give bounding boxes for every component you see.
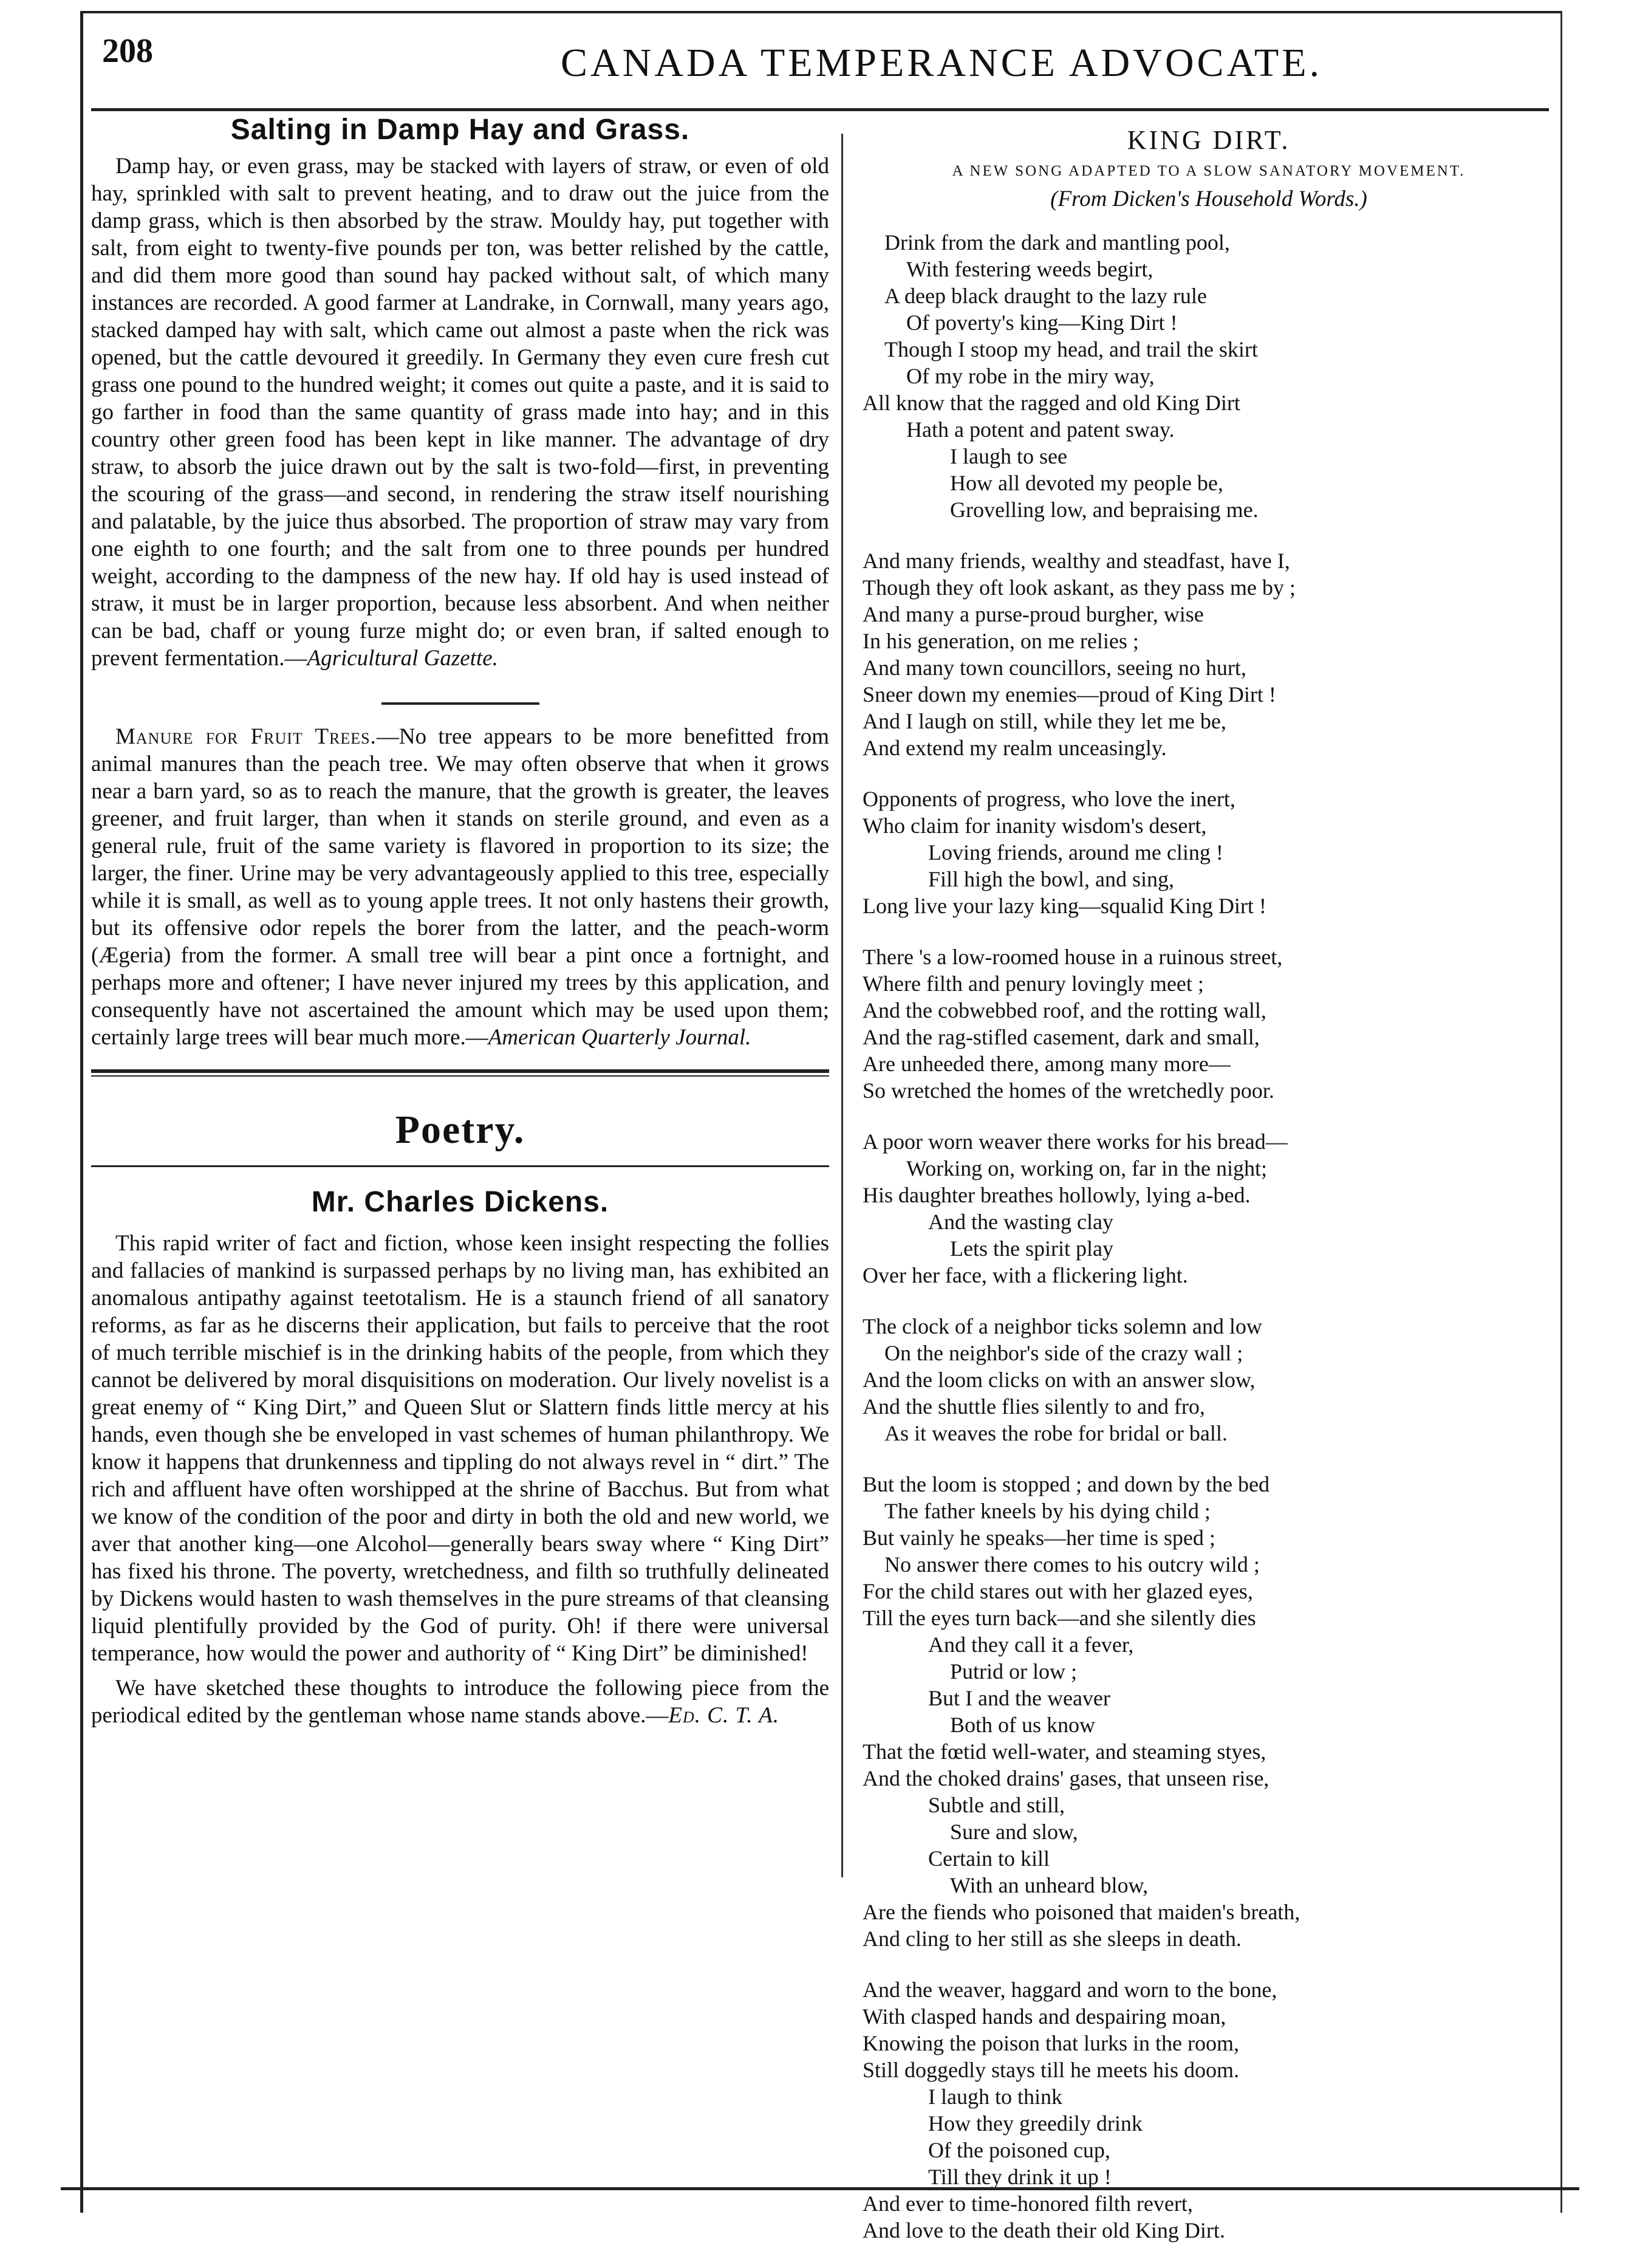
poem-line: And love to the death their old King Dirt. xyxy=(863,2218,1225,2242)
poem-line: The father kneels by his dying child ; xyxy=(884,1499,1211,1523)
article-separator xyxy=(381,702,539,705)
poem-stanza xyxy=(863,229,1555,523)
poem-line: And I laugh on still, while they let me be, xyxy=(863,709,1226,733)
poem-line: On the neighbor's side of the crazy wall ; xyxy=(884,1341,1243,1365)
poem-line: And many town councillors, seeing no hurt, xyxy=(863,656,1246,680)
manure-body xyxy=(91,723,829,1051)
poem-line: In his generation, on me relies ; xyxy=(863,629,1139,653)
manure-text: —No tree appears to be more benefitted from animal manures than the peach tree. We may often observe that when it grows near a barn yard, so as to reach the manure, that the growth is greater, the leaves greener, and fruit larger, than when it stands on sterile ground, and even as a general rule, fruit of the same variety is flavored in proportion to its size; the larger, the finer. Urine may be very advantageously applied to this tree, especially while it is small, as well as to young apple trees. It not only hastens their growth, but its offensive odor repels the borer from the latter, and the peach-worm (Ægeria) from the former. A small tree will bear a pint once a fortnight, and perhaps more and oftener; I have never injured my trees by this application, and consequently have not ascertained the amount which may be used upon them; certainly large trees will bear much more.— xyxy=(91,724,829,1050)
poem-line: With clasped hands and despairing moan, xyxy=(863,2004,1226,2029)
poem-line: And the choked drains' gases, that unseen rise, xyxy=(863,1766,1270,1790)
poem-line: Drink from the dark and mantling pool, xyxy=(884,230,1230,255)
poem-line: But vainly he speaks—her time is sped ; xyxy=(863,1526,1215,1550)
poetry-heading: Poetry. xyxy=(395,1108,525,1152)
poem-line: Fill high the bowl, and sing, xyxy=(928,867,1174,891)
poem-title: KING DIRT. xyxy=(1127,125,1291,155)
poem-line: That the fœtid well-water, and steaming styes, xyxy=(863,1739,1266,1764)
poem-line: Subtle and still, xyxy=(928,1793,1065,1817)
poem-line: And the shuttle flies silently to and fro, xyxy=(863,1394,1205,1419)
manure-lead: Manure for Fruit Trees. xyxy=(115,724,377,749)
poem-line: And many friends, wealthy and steadfast, have I, xyxy=(863,549,1290,573)
dickens-para-1: This rapid writer of fact and fiction, whose keen insight respecting the follies and fallacies of mankind is surpassed perhaps by no living man, has exhibited an anomalous antipathy against teetotalism. He is a staunch friend of all sanatory reforms, as far as he discerns their application, but fails to perceive that the root of much terrible mischief is in the drinking habits of the people, from which they cannot be delivered by moral disquisitions on moderation. Our lively novelist is a great enemy of “ King Dirt,” and Queen Slut or Slattern finds little mercy at his hands, even though she be enveloped in vast schemes of human philanthropy. We know it happens that drunkenness and tippling do not always revel in “ dirt.” The rich and affluent have often worshipped at the shrine of Bacchus. But from what we know of the condition of the poor and dirty in both the old and new world, we aver that another king—one Alcohol—generally bears sway where “ King Dirt” has fixed his throne. The poverty, wretchedness, and filth so truthfully delineated by Dickens would hasten to wash themselves in the pure streams of that cleansing liquid plentifully provided by the God of purity. Oh! if there were universal temperance, how would the power and authority of “ King Dirt” be diminished! xyxy=(91,1231,829,1666)
page-number: 208 xyxy=(102,32,153,70)
poem-line: With an unheard blow, xyxy=(950,1873,1149,1897)
poem-line: Over her face, with a flickering light. xyxy=(863,1263,1188,1287)
column-divider xyxy=(841,134,843,1877)
poem-stanza xyxy=(863,1471,1555,1952)
poem-line: Of the poisoned cup, xyxy=(928,2138,1110,2162)
poem-stanza xyxy=(863,944,1555,1104)
poem-line: Though I stoop my head, and trail the skirt xyxy=(884,337,1258,361)
salting-source: Agricultural Gazette. xyxy=(307,646,498,671)
dickens-title: Mr. Charles Dickens. xyxy=(311,1186,609,1218)
poem-subtitle: A NEW SONG ADAPTED TO A SLOW SANATORY MOVEMENT. xyxy=(952,163,1466,179)
poem-line: Long live your lazy king—squalid King Dirt ! xyxy=(863,894,1266,918)
poem-stanza xyxy=(863,547,1555,761)
poem-stanza xyxy=(863,1128,1555,1289)
poem-line: Are the fiends who poisoned that maiden's breath, xyxy=(863,1900,1300,1924)
poem-line: And extend my realm unceasingly. xyxy=(863,736,1167,760)
poem-line: There 's a low-roomed house in a ruinous street, xyxy=(863,945,1283,969)
poem-line: How all devoted my people be, xyxy=(950,471,1223,495)
salting-title: Salting in Damp Hay and Grass. xyxy=(230,114,690,146)
poem-line: Lets the spirit play xyxy=(950,1236,1113,1261)
poem-line: Certain to kill xyxy=(928,1846,1050,1871)
salting-body xyxy=(91,152,829,672)
poem-line: Till the eyes turn back—and she silently dies xyxy=(863,1606,1256,1630)
poem-line: Sneer down my enemies—proud of King Dirt ! xyxy=(863,682,1276,707)
poem-line: Till they drink it up ! xyxy=(928,2165,1112,2189)
poem-source: (From Dicken's Household Words.) xyxy=(1050,187,1367,211)
poem-line: No answer there comes to his outcry wild ; xyxy=(884,1552,1260,1577)
poem-line: Though they oft look askant, as they pass me by ; xyxy=(863,575,1296,600)
poem-line: Who claim for inanity wisdom's desert, xyxy=(863,814,1207,838)
poem-line: I laugh to see xyxy=(950,444,1067,468)
poem-stanza xyxy=(863,786,1555,919)
dickens-signature: Ed. C. T. A. xyxy=(668,1703,779,1728)
poem-line: Grovelling low, and bepraising me. xyxy=(950,498,1259,522)
masthead-rule xyxy=(91,108,1549,111)
poem-line: His daughter breathes hollowly, lying a-bed. xyxy=(863,1183,1251,1207)
poem-line: Are unheeded there, among many more— xyxy=(863,1052,1231,1076)
poem-line: Both of us know xyxy=(950,1713,1096,1737)
poem-line: Still doggedly stays till he meets his doom. xyxy=(863,2058,1239,2082)
poem-line: But the loom is stopped ; and down by the bed xyxy=(863,1472,1270,1496)
poem-line: Opponents of progress, who love the inert, xyxy=(863,787,1235,811)
poem-line: And the rag-stifled casement, dark and small, xyxy=(863,1025,1260,1049)
poem-line: A poor worn weaver there works for his bread— xyxy=(863,1129,1288,1154)
poem-body xyxy=(863,229,1555,2244)
poem-line: Of my robe in the miry way, xyxy=(906,364,1155,388)
poem-line: And they call it a fever, xyxy=(928,1632,1134,1657)
poem-line: Working on, working on, far in the night; xyxy=(906,1156,1268,1180)
poem-line: Putrid or low ; xyxy=(950,1659,1078,1684)
poem-line: I laugh to think xyxy=(928,2085,1062,2109)
poem-line: With festering weeds begirt, xyxy=(906,257,1153,281)
poem-line: And many a purse-proud burgher, wise xyxy=(863,602,1204,626)
poem-line: For the child stares out with her glazed eyes, xyxy=(863,1579,1253,1603)
poem-line: All know that the ragged and old King Dirt xyxy=(863,391,1240,415)
poem-line: Where filth and penury lovingly meet ; xyxy=(863,971,1204,996)
poem-line: Of poverty's king—King Dirt ! xyxy=(906,310,1178,335)
left-column xyxy=(91,113,829,1729)
section-rule xyxy=(91,1069,829,1077)
poem-line: Loving friends, around me cling ! xyxy=(928,840,1223,865)
poem-line: And the loom clicks on with an answer slow, xyxy=(863,1368,1256,1392)
poem-line: How they greedily drink xyxy=(928,2111,1143,2136)
bottom-rule xyxy=(61,2187,1579,2190)
poem-line: And the cobwebbed roof, and the rotting wall, xyxy=(863,998,1266,1023)
poem-line: So wretched the homes of the wretchedly poor. xyxy=(863,1078,1274,1103)
poem-stanza xyxy=(863,1313,1555,1447)
manure-source: American Quarterly Journal. xyxy=(488,1025,751,1050)
poem-stanza xyxy=(863,1976,1555,2244)
poem-line: The clock of a neighbor ticks solemn and low xyxy=(863,1314,1262,1338)
right-column xyxy=(863,125,1555,2268)
poem-line: Knowing the poison that lurks in the room, xyxy=(863,2031,1239,2055)
poem-line: Sure and slow, xyxy=(950,1820,1078,1844)
masthead: CANADA TEMPERANCE ADVOCATE. xyxy=(560,41,1323,85)
poem-line: And cling to her still as she sleeps in death. xyxy=(863,1927,1242,1951)
poem-line: And the wasting clay xyxy=(928,1210,1113,1234)
poem-line: But I and the weaver xyxy=(928,1686,1110,1710)
poem-line: And the weaver, haggard and worn to the bone, xyxy=(863,1978,1277,2002)
dickens-para-2 xyxy=(91,1674,829,1729)
poem-line: As it weaves the robe for bridal or ball. xyxy=(884,1421,1228,1445)
poetry-rule xyxy=(91,1165,829,1167)
poem-line: Hath a potent and patent sway. xyxy=(906,417,1175,442)
poem-line: And ever to time-honored filth revert, xyxy=(863,2191,1193,2216)
salting-text: Damp hay, or even grass, may be stacked with layers of straw, or even of old hay, sprinkled with salt to prevent heating, and to draw out the juice from the damp grass, which is then absorbed by the straw. Mouldy hay, put together with salt, from eight to twenty-five pounds per ton, was better relished by the cattle, and did them more good than sound hay packed without salt, of which many instances are recorded. A good farmer at Landrake, in Cornwall, many years ago, stacked damped hay with salt, which came out almost a paste when the rick was opened, but the cattle devoured it greedily. In Germany they even cure fresh cut grass one pound to the hundred weight; it comes out quite a paste, and it is said to go farther in food than the same quantity of grass made into hay; and in this country other green food has been kept in like manner. The advantage of dry straw, to absorb the juice drawn out by the salt is two-fold—first, in preventing the scouring of the grass—and second, in rendering the straw itself nourishing and palatable, by the juice thus absorbed. The proportion of straw may vary from one eighth to one fourth; and the salt from one to three pounds per hundred weight, according to the dampness of the new hay. If old hay is used instead of straw, it must be in larger proportion, because less absorbent. And when neither can be bad, chaff or young furze might do; or even bran, if salted enough to prevent fermentation.— xyxy=(91,154,829,671)
dickens-para-2-text: We have sketched these thoughts to introduce the following piece from the periodical edited by the gentleman whose name stands above.— xyxy=(91,1676,829,1728)
poem-line: A deep black draught to the lazy rule xyxy=(884,284,1207,308)
